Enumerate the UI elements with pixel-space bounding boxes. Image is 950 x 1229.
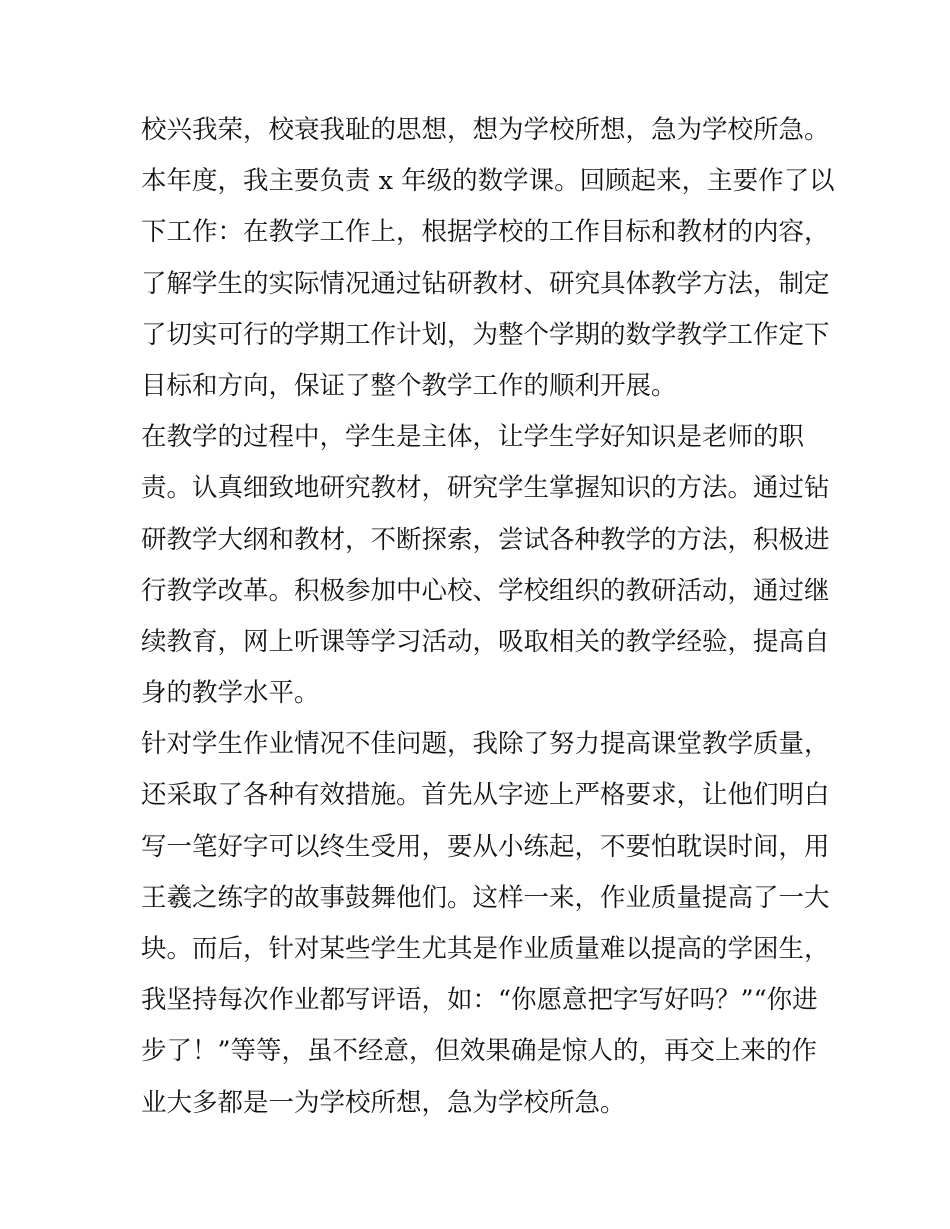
text-line: 行教学改革。积极参加中心校、学校组织的教研活动，通过继	[141, 575, 830, 606]
text-line: 下工作：在教学工作上，根据学校的工作目标和教材的内容，	[141, 217, 830, 248]
text-line: 目标和方向，保证了整个教学工作的顺利开展。	[141, 370, 677, 401]
text-line: 了切实可行的学期工作计划，为整个学期的数学教学工作定下	[141, 319, 830, 350]
text-line: 块。而后，针对某些学生尤其是作业质量难以提高的学困生，	[141, 934, 830, 964]
text-line: 针对学生作业情况不佳问题，我除了努力提高课堂教学质量，	[141, 729, 830, 760]
text-line: 在教学的过程中，学生是主体，让学生学好知识是老师的职	[141, 422, 805, 453]
text-line: 本年度，我主要负责 x 年级的数学课。回顾起来，主要作了以	[141, 166, 835, 197]
text-line: 续教育，网上听课等学习活动，吸取相关的教学经验，提高自	[141, 626, 830, 657]
text-line: 王羲之练字的故事鼓舞他们。这样一来，作业质量提高了一大	[141, 882, 830, 913]
text-line: 身的教学水平。	[141, 678, 320, 709]
text-line: 责。认真细致地研究教材，研究学生掌握知识的方法。通过钻	[141, 473, 830, 504]
text-line: 了解学生的实际情况通过钻研教材、研究具体教学方法，制定	[141, 268, 830, 299]
text-line: 校兴我荣，校衰我耻的思想，想为学校所想，急为学校所急。	[141, 115, 830, 145]
text-line: 业大多都是一为学校所想，急为学校所急。	[141, 1087, 626, 1118]
text-line: 步了！”等等，虽不经意，但效果确是惊人的，再交上来的作	[141, 1036, 818, 1067]
text-line: 我坚持每次作业都写评语，如：“你愿意把字写好吗？”“你进	[141, 985, 818, 1016]
document-body	[141, 105, 835, 1129]
text-line: 研教学大纲和教材，不断探索，尝试各种教学的方法，积极进	[141, 524, 830, 555]
text-line: 写一笔好字可以终生受用，要从小练起，不要怕耽误时间，用	[141, 831, 830, 862]
text-line: 还采取了各种有效措施。首先从字迹上严格要求，让他们明白	[141, 780, 830, 811]
